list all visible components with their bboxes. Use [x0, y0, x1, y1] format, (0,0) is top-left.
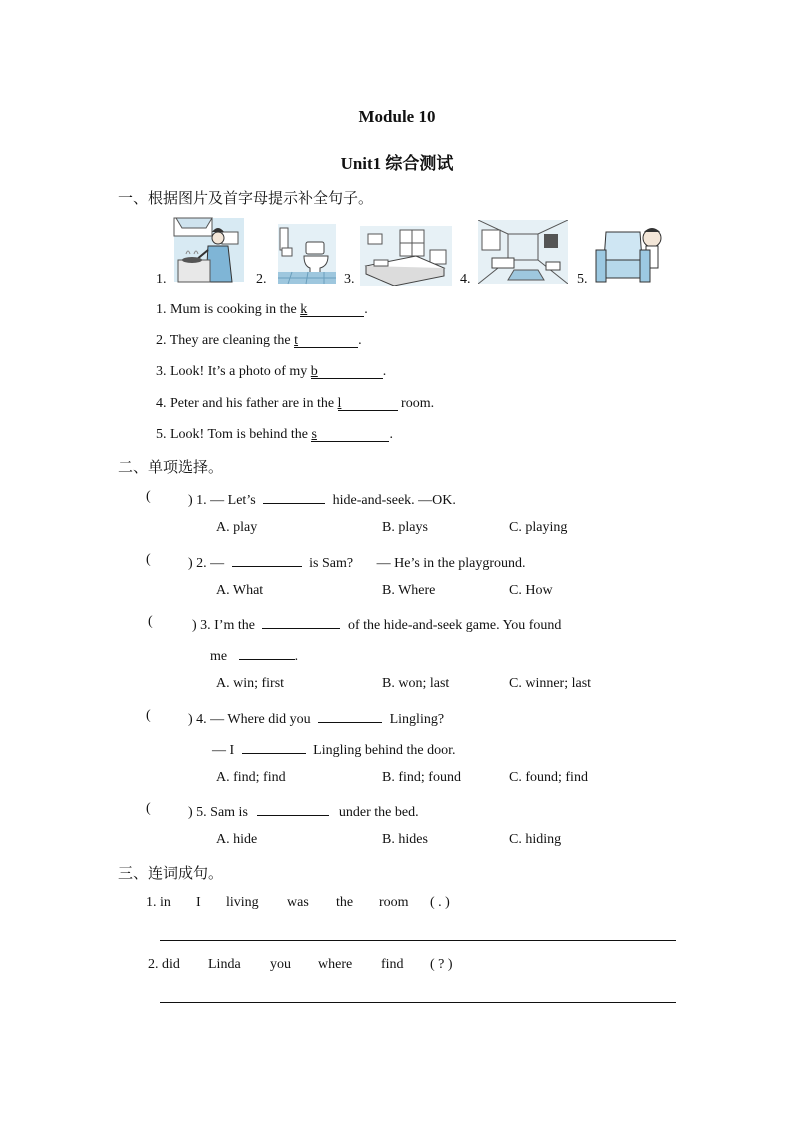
- fill-sentence-3: 3. Look! It’s a photo of my b .: [156, 364, 387, 379]
- q2-paren-open: (: [146, 552, 151, 567]
- q4-option-b[interactable]: B. find; found: [382, 770, 461, 785]
- q5-option-b[interactable]: B. hides: [382, 832, 428, 847]
- q3-stem-line2: me .: [210, 645, 298, 665]
- q3-option-a[interactable]: A. win; first: [216, 676, 285, 691]
- word: you: [270, 957, 291, 972]
- pic-number-5: 5.: [577, 272, 588, 287]
- word: find: [381, 957, 404, 972]
- pic-number-4: 4.: [460, 272, 471, 287]
- word: Linda: [208, 957, 241, 972]
- q4-paren-open: (: [146, 708, 151, 723]
- q3-blank-2[interactable]: [239, 645, 295, 660]
- module-title: Module 10: [358, 107, 436, 126]
- word: room: [379, 895, 409, 910]
- answer-blank-1[interactable]: k: [300, 302, 364, 317]
- q5-blank[interactable]: [257, 801, 329, 816]
- word: 1. in: [146, 895, 171, 910]
- word: ( ? ): [430, 957, 453, 972]
- answer-blank-3[interactable]: b: [311, 364, 383, 379]
- fill-sentence-2: 2. They are cleaning the t .: [156, 333, 362, 348]
- q2-blank[interactable]: [232, 552, 302, 567]
- q3-option-b[interactable]: B. won; last: [382, 676, 450, 691]
- q5-option-a[interactable]: A. hide: [216, 832, 258, 847]
- unit-title: Unit1 综合测试: [340, 154, 454, 173]
- fill-sentence-1: 1. Mum is cooking in the k .: [156, 302, 368, 317]
- q1-option-b[interactable]: B. plays: [382, 520, 428, 535]
- word: was: [287, 895, 309, 910]
- q4-blank-1[interactable]: [318, 708, 382, 723]
- part3-heading: 三、连词成句。: [118, 864, 224, 882]
- part1-heading: 一、根据图片及首字母提示补全句子。: [118, 189, 374, 207]
- word: living: [226, 895, 259, 910]
- q1-paren-open: (: [146, 489, 151, 504]
- fill-sentence-5: 5. Look! Tom is behind the s .: [156, 427, 393, 442]
- part2-heading: 二、单项选择。: [118, 458, 224, 476]
- pic-number-2: 2.: [256, 272, 267, 287]
- q4-blank-2[interactable]: [242, 739, 306, 754]
- word: ( . ): [430, 895, 450, 910]
- fill-sentence-4: 4. Peter and his father are in the l room.: [156, 396, 435, 411]
- q2-option-b[interactable]: B. Where: [382, 583, 436, 598]
- living-room-icon: [478, 220, 568, 284]
- q3-blank-1[interactable]: [262, 614, 340, 629]
- q4-stem-line2: — I Lingling behind the door.: [212, 739, 456, 759]
- answer-blank-2[interactable]: t: [294, 333, 358, 348]
- q4-stem: ) 4. — Where did you Lingling?: [188, 708, 444, 728]
- word: where: [318, 957, 353, 972]
- q1-option-c[interactable]: C. playing: [509, 520, 568, 535]
- word: the: [336, 895, 354, 910]
- q5-stem: ) 5. Sam is under the bed.: [188, 801, 419, 821]
- q5-option-c[interactable]: C. hiding: [509, 832, 562, 847]
- q1-option-a[interactable]: A. play: [216, 520, 258, 535]
- kitchen-cooking-icon: [172, 214, 248, 286]
- q4-option-a[interactable]: A. find; find: [216, 770, 286, 785]
- pic-number-3: 3.: [344, 272, 355, 287]
- q4-option-c[interactable]: C. found; find: [509, 770, 588, 785]
- answer-line-1[interactable]: [160, 940, 676, 941]
- q2-option-c[interactable]: C. How: [509, 583, 553, 598]
- toilet-icon: [272, 222, 338, 286]
- q1-blank[interactable]: [263, 489, 325, 504]
- word: I: [196, 895, 201, 910]
- q3-paren-open: (: [148, 614, 153, 629]
- q2-option-a[interactable]: A. What: [216, 583, 264, 598]
- pic-number-1: 1.: [156, 272, 167, 287]
- sofa-boy-icon: [592, 222, 666, 284]
- answer-blank-5[interactable]: s: [311, 427, 389, 442]
- q1-stem: ) 1. — Let’s hide-and-seek. —OK.: [188, 489, 456, 509]
- word: 2. did: [148, 957, 180, 972]
- answer-line-2[interactable]: [160, 1002, 676, 1003]
- bedroom-icon: [360, 226, 452, 286]
- q5-paren-open: (: [146, 801, 151, 816]
- q3-option-c[interactable]: C. winner; last: [509, 676, 592, 691]
- q2-stem: ) 2. — is Sam? — He’s in the playground.: [188, 552, 526, 572]
- answer-blank-4[interactable]: l: [338, 396, 398, 411]
- q3-stem: ) 3. I’m the of the hide-and-seek game. You found: [192, 614, 561, 634]
